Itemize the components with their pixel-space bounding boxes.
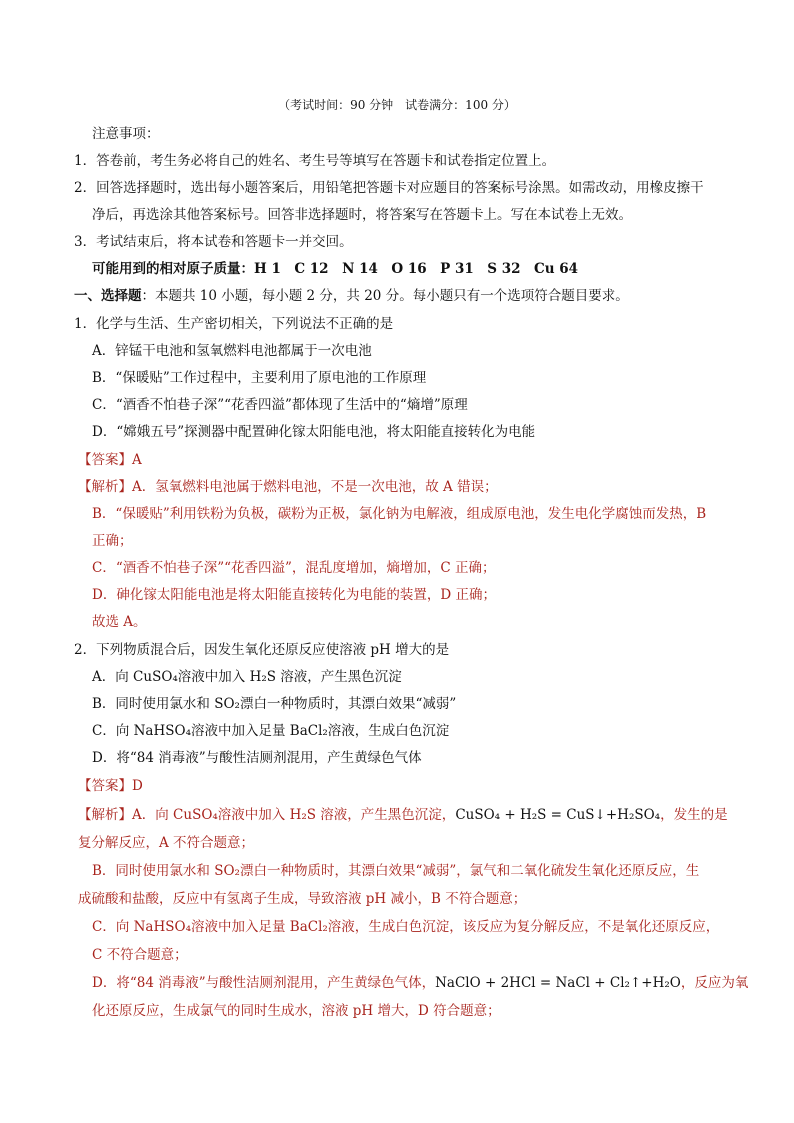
q1-explanation-b-line-1: B．“保暖贴”利用铁粉为负极，碳粉为正极，氯化钠为电解液，组成原电池，发生电化学腐蚀而发热，B (92, 506, 707, 522)
q1-stem: 1．化学与生活、生产密切相关，下列说法不正确的是 (74, 316, 394, 332)
q2-explanation-c-line-1: C．向 NaHSO₄溶液中加入足量 BaCl₂溶液，生成白色沉淀，该反应为复分解反应，不是氧化还原反应， (92, 919, 720, 935)
q2-explanation-a-tail: ，发生的是 (660, 807, 728, 823)
q2-explanation-a-text: A．向 CuSO₄溶液中加入 H₂S 溶液，产生黑色沉淀， (132, 807, 456, 823)
q1-explanation-d: D．砷化镓太阳能电池是将太阳能直接转化为电能的装置，D 正确； (92, 587, 496, 603)
q1-option-b: B．“保暖贴”工作过程中，主要利用了原电池的工作原理 (92, 370, 427, 386)
q2-equation-a: CuSO₄ + H₂S = CuS↓+H₂SO₄ (455, 807, 661, 823)
q2-explanation-a-line-2: 复分解反应，A 不符合题意； (78, 835, 255, 851)
q2-option-a: A．向 CuSO₄溶液中加入 H₂S 溶液，产生黑色沉淀 (92, 669, 402, 685)
q2-explanation-d-line-1 (92, 973, 748, 993)
note-item-3: 3．考试结束后，将本试卷和答题卡一并交回。 (74, 234, 353, 250)
q1-explanation-a (78, 477, 498, 497)
q2-answer: 【答案】D (78, 778, 143, 794)
q1-option-c: C．“酒香不怕巷子深”“花香四溢”都体现了生活中的“熵增”原理 (92, 397, 468, 413)
note-item-1: 1．答卷前，考生务必将自己的姓名、考生号等填写在答题卡和试卷指定位置上。 (74, 153, 556, 169)
q2-explanation-d-text: D．将“84 消毒液”与酸性洁厕剂混用，产生黄绿色气体， (92, 975, 436, 991)
atomic-masses: 可能用到的相对原子质量：H 1 C 12 N 14 O 16 P 31 S 32 Cu 64 (92, 261, 579, 277)
q2-explanation-a-line-1 (78, 805, 728, 825)
q1-option-a: A．锌锰干电池和氢氧燃料电池都属于一次电池 (92, 343, 372, 359)
exam-info: （考试时间：90 分钟 试卷满分：100 分） (278, 98, 516, 112)
notes-title: 注意事项： (92, 126, 160, 142)
q2-explanation-b-line-1: B．同时使用氯水和 SO₂漂白一种物质时，其漂白效果“减弱”，氯气和二氧化硫发生氧化还原反应，生 (92, 863, 700, 879)
q2-equation-d: NaClO + 2HCl = NaCl + Cl₂↑+H₂O (435, 975, 681, 991)
q2-explanation-d-tail: ，反应为氧 (680, 975, 749, 991)
q1-answer: 【答案】A (78, 452, 142, 468)
q2-explanation-d-line-2: 化还原反应，生成氯气的同时生成水，溶液 pH 增大，D 符合题意； (92, 1003, 501, 1019)
q2-stem: 2．下列物质混合后，因发生氧化还原反应使溶液 pH 增大的是 (74, 642, 450, 658)
q2-option-c: C．向 NaHSO₄溶液中加入足量 BaCl₂溶液，生成白色沉淀 (92, 723, 450, 739)
q1-conclusion: 故选 A。 (92, 614, 147, 630)
note-item-2-line-2: 净后，再选涂其他答案标号。回答非选择题时，将答案写在答题卡上。写在本试卷上无效。 (92, 207, 632, 223)
q2-explanation-label: 【解析】 (78, 807, 132, 823)
q2-option-b: B．同时使用氯水和 SO₂漂白一种物质时，其漂白效果“减弱” (92, 696, 457, 712)
section-heading (74, 286, 629, 306)
q2-option-d: D．将“84 消毒液”与酸性洁厕剂混用，产生黄绿色气体 (92, 750, 422, 766)
section-heading-text: ：本题共 10 小题，每小题 2 分，共 20 分。每小题只有一个选项符合题目要求。 (141, 288, 629, 304)
q2-explanation-b-line-2: 成硫酸和盐酸，反应中有氢离子生成，导致溶液 pH 减小，B 不符合题意； (78, 891, 527, 907)
q1-option-d: D．“嫦娥五号”探测器中配置砷化镓太阳能电池，将太阳能直接转化为电能 (92, 424, 536, 440)
note-item-2-line-1: 2．回答选择题时，选出每小题答案后，用铅笔把答题卡对应题目的答案标号涂黑。如需改动，用橡皮擦干 (74, 180, 704, 196)
q1-explanation-c: C．“酒香不怕巷子深”“花香四溢”，混乱度增加，熵增加，C 正确； (92, 560, 496, 576)
q1-explanation-b-line-2: 正确； (92, 533, 133, 549)
section-heading-label: 一、选择题 (74, 288, 142, 304)
q1-explanation-label: 【解析】 (78, 479, 132, 495)
q1-explanation-a-text: A．氢氧燃料电池属于燃料电池，不是一次电池，故 A 错误； (132, 479, 498, 495)
q2-explanation-c-line-2: C 不符合题意； (92, 947, 188, 963)
